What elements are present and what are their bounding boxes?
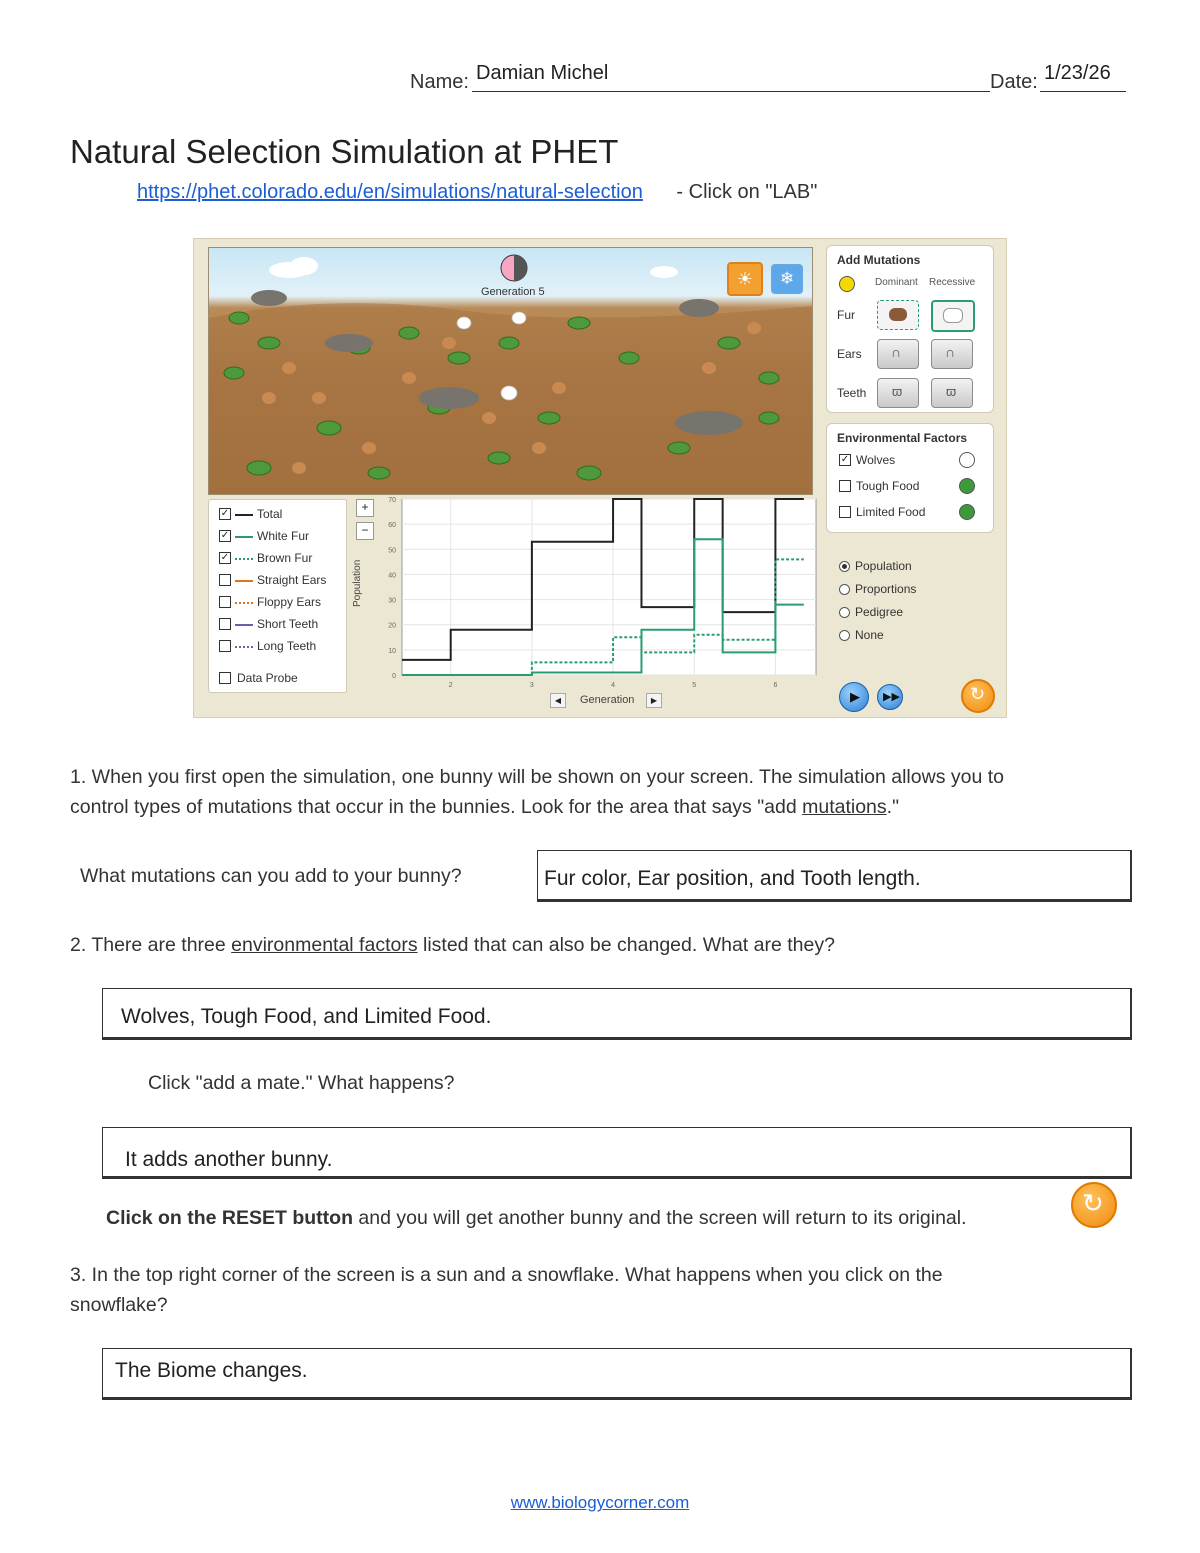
date-underline	[1040, 91, 1126, 92]
ears-icon: ∩	[891, 344, 902, 360]
date-label: Date:	[990, 71, 1038, 93]
fur-recessive-button[interactable]	[931, 300, 975, 332]
legend-panel	[208, 499, 347, 693]
fast-forward-button[interactable]	[877, 684, 903, 710]
y-tick-label-3: 30	[388, 597, 396, 605]
legend-label-2: Brown Fur	[257, 551, 313, 565]
recessive-label: Recessive	[929, 277, 976, 288]
legend-checkbox-6[interactable]	[219, 640, 231, 652]
brown-bunny-icon	[889, 308, 907, 321]
env-timing-icon-1	[959, 478, 975, 494]
view-mode-label-0: Population	[855, 559, 912, 573]
q1-text-post: ."	[886, 796, 899, 818]
legend-swatch-2	[235, 558, 253, 560]
hourglass-icon	[839, 276, 855, 292]
q3-text-line2: snowflake?	[70, 1294, 168, 1316]
reset-icon: ↻	[1082, 1188, 1104, 1218]
generation-next-button[interactable]: ▶	[646, 693, 662, 708]
legend-checkbox-5[interactable]	[219, 618, 231, 630]
x-tick-label-4: 6	[773, 682, 778, 689]
zoom-out-button[interactable]: −	[356, 522, 374, 540]
ears-dominant-button[interactable]	[877, 339, 919, 369]
play-button[interactable]	[839, 682, 869, 712]
q3-text-line1: 3. In the top right corner of the screen is a sun and a snowflake. What happens when you click on the	[70, 1264, 943, 1286]
data-probe-label: Data Probe	[237, 671, 298, 685]
env-label-0: Wolves	[856, 453, 896, 467]
legend-checkbox-4[interactable]	[219, 596, 231, 608]
phet-link[interactable]: https://phet.colorado.edu/en/simulations/natural-selection	[137, 181, 643, 203]
data-probe-checkbox[interactable]	[219, 672, 231, 684]
q2-text-post: listed that can also be changed. What are they?	[417, 934, 835, 956]
legend-label-3: Straight Ears	[257, 573, 327, 587]
legend-label-0: Total	[257, 507, 283, 521]
y-tick-label-5: 50	[388, 547, 396, 555]
dominant-label: Dominant	[875, 277, 918, 288]
y-tick-label-6: 60	[388, 522, 396, 530]
bunny-scene	[208, 247, 813, 495]
add-mutations-title: Add Mutations	[837, 253, 921, 267]
view-mode-radio-2[interactable]	[839, 607, 850, 618]
page-title: Natural Selection Simulation at PHET	[70, 133, 619, 170]
white-bunny-icon	[943, 308, 963, 323]
footer	[0, 1493, 1200, 1513]
population-chart-area	[352, 497, 820, 717]
legend-swatch-4	[235, 602, 253, 604]
y-tick-label-4: 40	[388, 572, 396, 580]
legend-checkbox-1[interactable]: ✓	[220, 530, 230, 541]
reset-note	[106, 1203, 967, 1233]
name-underline	[472, 91, 990, 92]
scene-art	[209, 248, 812, 494]
x-tick-label-1: 3	[529, 682, 534, 689]
q1-text-pre: control types of mutations that occur in the bunnies. Look for the area that says "add	[70, 796, 803, 818]
sun-button[interactable]	[727, 262, 763, 296]
ears-recessive-button[interactable]	[931, 339, 973, 369]
env-label-1: Tough Food	[856, 479, 920, 493]
y-tick-label-0: 0	[392, 673, 396, 680]
link-note: - Click on "LAB"	[676, 181, 818, 203]
reset-note-bold: Click on the RESET button	[106, 1207, 353, 1229]
sim-reset-button[interactable]	[961, 679, 995, 713]
env-checkbox-2[interactable]	[839, 506, 851, 518]
fast-forward-icon: ▶▶	[883, 691, 900, 703]
env-timing-icon-0	[959, 452, 975, 468]
generation-label: Generation 5	[481, 286, 545, 298]
view-mode-radio-3[interactable]	[839, 630, 850, 641]
fur-dominant-button[interactable]	[877, 300, 919, 330]
name-value[interactable]: Damian Michel	[476, 62, 609, 84]
q2-text-underlined: environmental factors	[231, 934, 418, 956]
q1-answer-box[interactable]	[537, 850, 1132, 902]
view-mode-label-3: None	[855, 628, 884, 642]
mate-answer: It adds another bunny.	[125, 1148, 333, 1171]
legend-label-4: Floppy Ears	[257, 595, 322, 609]
y-tick-label-2: 20	[388, 622, 396, 630]
sun-icon: ☀	[736, 269, 754, 289]
env-timing-icon-2	[959, 504, 975, 520]
x-axis-label: Generation	[580, 694, 635, 706]
ears-icon: ∩	[945, 344, 956, 360]
q3-answer-box[interactable]	[102, 1348, 1132, 1400]
snowflake-icon: ❄	[779, 269, 795, 288]
link-row	[137, 181, 817, 204]
teeth-icon: ϖ	[946, 384, 957, 399]
view-mode-label-2: Pedigree	[855, 605, 904, 619]
q2-answer-box[interactable]	[102, 988, 1132, 1040]
legend-label-5: Short Teeth	[257, 617, 319, 631]
teeth-label: Teeth	[837, 386, 867, 400]
name-label: Name:	[410, 71, 469, 93]
q1-text-line2	[70, 792, 899, 822]
reset-icon: ↻	[970, 684, 986, 704]
add-mutations-panel	[826, 245, 994, 413]
snowflake-button[interactable]	[771, 264, 803, 294]
legend-label-1: White Fur	[257, 529, 310, 543]
x-tick-label-2: 4	[611, 682, 616, 689]
legend-checkbox-3[interactable]	[219, 574, 231, 586]
view-mode-label-1: Proportions	[855, 582, 917, 596]
generation-prev-button[interactable]: ◀	[550, 693, 566, 708]
legend-checkbox-2[interactable]: ✓	[220, 552, 230, 563]
reset-note-rest: and you will get another bunny and the screen will return to its original.	[353, 1207, 967, 1229]
reset-button-icon	[1071, 1182, 1117, 1228]
q1-answer: Fur color, Ear position, and Tooth length.	[544, 867, 921, 890]
teeth-recessive-button[interactable]	[931, 378, 973, 408]
legend-swatch-5	[235, 624, 253, 626]
legend-swatch-3	[235, 580, 253, 582]
env-title: Environmental Factors	[837, 431, 968, 445]
fur-label: Fur	[837, 308, 855, 322]
simulation-screenshot	[193, 238, 1007, 718]
teeth-dominant-button[interactable]	[877, 378, 919, 408]
legend-checkbox-0[interactable]: ✓	[220, 508, 230, 519]
q1-text-line1: 1. When you first open the simulation, one bunny will be shown on your screen. The simulation allows you to	[70, 766, 1004, 788]
q3-answer: The Biome changes.	[115, 1359, 308, 1382]
environmental-factors-panel	[826, 423, 994, 533]
q2-answer: Wolves, Tough Food, and Limited Food.	[121, 1005, 492, 1028]
footer-link[interactable]: www.biologycorner.com	[510, 1493, 690, 1512]
x-tick-label-3: 5	[692, 682, 697, 689]
q1-text-underlined: mutations	[802, 796, 887, 818]
legend-swatch-6	[235, 646, 253, 648]
q2-text	[70, 930, 835, 960]
play-icon: ▶	[850, 689, 860, 704]
legend-label-6: Long Teeth	[257, 639, 317, 653]
chart-plot-area	[402, 499, 816, 675]
x-tick-label-0: 2	[448, 682, 453, 689]
teeth-icon: ϖ	[892, 384, 903, 399]
env-label-2: Limited Food	[856, 505, 926, 519]
q2-text-pre: 2. There are three	[70, 934, 232, 956]
view-mode-radio-0[interactable]	[839, 561, 850, 572]
mate-prompt: Click "add a mate." What happens?	[148, 1072, 455, 1094]
y-axis-label: Population	[352, 559, 363, 607]
legend-swatch-0	[235, 514, 253, 516]
header-line	[410, 62, 1130, 98]
mate-answer-box[interactable]	[102, 1127, 1132, 1179]
env-checkbox-1[interactable]	[839, 480, 851, 492]
y-tick-label-1: 10	[388, 647, 396, 655]
q1-prompt: What mutations can you add to your bunny?	[80, 865, 462, 887]
env-checkbox-0[interactable]: ✓	[840, 454, 850, 465]
ears-label: Ears	[837, 347, 862, 361]
view-mode-radio-1[interactable]	[839, 584, 850, 595]
y-tick-label-7: 70	[388, 497, 396, 504]
population-chart	[360, 497, 820, 717]
date-value[interactable]: 1/23/26	[1044, 62, 1111, 84]
legend-swatch-1	[235, 536, 253, 538]
zoom-in-button[interactable]: +	[356, 499, 374, 517]
